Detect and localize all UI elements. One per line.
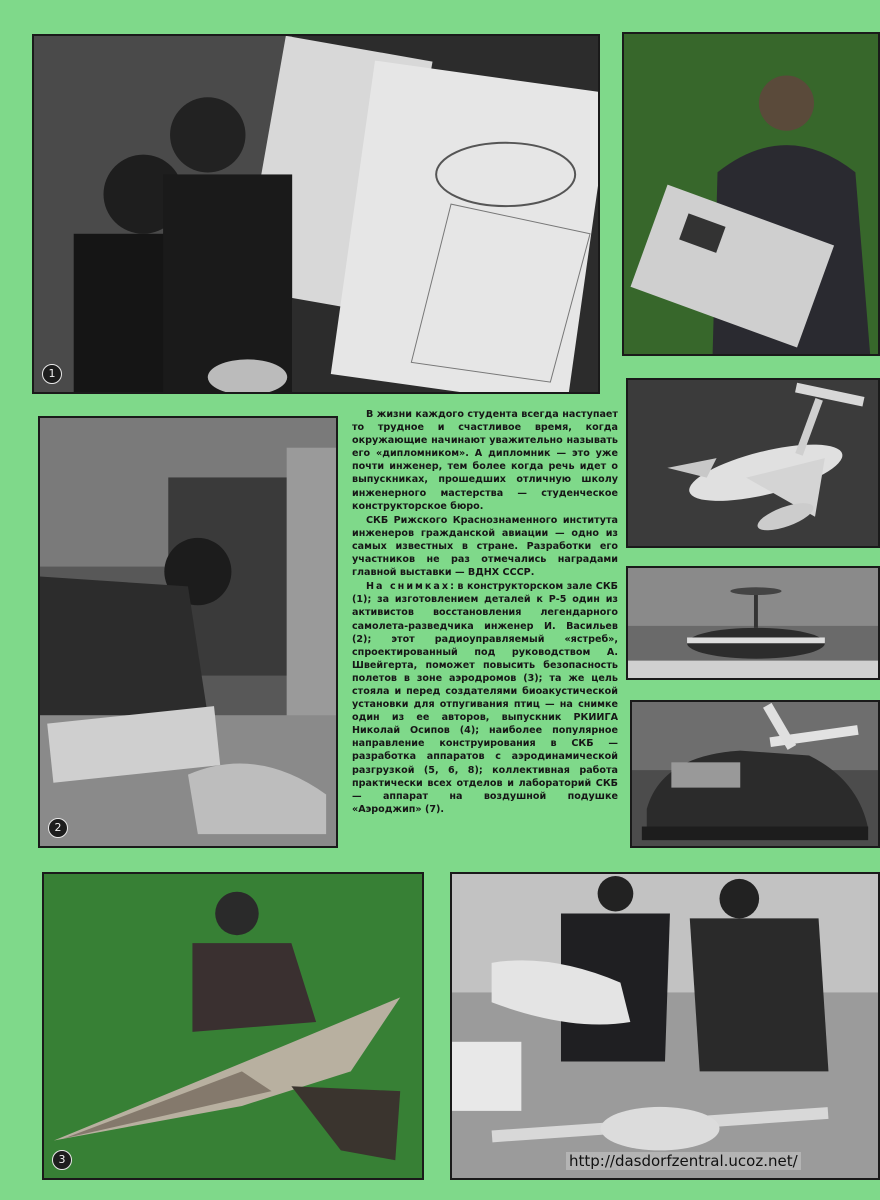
photo-workshop-image bbox=[40, 418, 336, 846]
captions-lead: На снимках bbox=[366, 581, 451, 593]
photo-team-model bbox=[450, 872, 880, 1180]
photo-number-badge: 3 bbox=[52, 1150, 72, 1170]
photo-hawk-model-image bbox=[44, 874, 422, 1178]
captions-text: : в конструкторском зале СКБ (1); за изготовлением деталей к Р-5 один из активистов восстановления легендарного самолета-разведчика инженер И. Васильев (2); этот радиоуправляемый «ястреб», спроектированный под руководством А. Швейгерта, поможет повысить безопасность полетов в зоне аэродромов (3); та же цель стояла и перед создателями биоакустической установки для отпугивания птиц — на снимке один из ее авторов, выпускник РКИИГА Николай Осипов (4); наиболее популярное направление конструирования в СКБ — разработка аппаратов с аэродинамической разгрузкой (5, 6, 8); коллективная работа практически всех отделов и лабораторий СКБ — аппарат на воздушной подушке «Аэроджип» (7). bbox=[352, 581, 618, 815]
article-paragraph-intro: В жизни каждого студента всегда наступает то трудное и счастливое время, когда окружающие начинают уважительно называть его «дипломником». А дипломник — это уже почти инженер, тем более когда речь идет о выпускниках, прошедших отличную школу инженерного мастерства — студенческое конструкторское бюро. bbox=[352, 409, 618, 512]
source-url: http://dasdorfzentral.ucoz.net/ bbox=[566, 1152, 801, 1170]
photo-model-ekranoplan-image bbox=[628, 380, 878, 546]
article-paragraph-skb: СКБ Рижского Краснознаменного института инженеров гражданской авиации — одно из самых известных в стране. Разработки его участников не раз отмечались наградами главной выставки — ВДНХ СССР. bbox=[352, 514, 618, 579]
photo-design-hall-image bbox=[34, 36, 598, 392]
photo-bioacoustic-device bbox=[622, 32, 880, 356]
article-paragraph-captions bbox=[352, 580, 618, 816]
photo-bioacoustic-device-image bbox=[624, 34, 878, 354]
photo-workshop bbox=[38, 416, 338, 848]
photo-number-badge: 1 bbox=[42, 364, 62, 384]
photo-model-propeller bbox=[626, 566, 880, 680]
photo-number-badge: 2 bbox=[48, 818, 68, 838]
photo-hovercraft-image bbox=[632, 702, 878, 846]
photo-model-ekranoplan bbox=[626, 378, 880, 548]
photo-team-model-image bbox=[452, 874, 878, 1178]
photo-design-hall bbox=[32, 34, 600, 394]
article-text bbox=[352, 408, 618, 817]
photo-hawk-model bbox=[42, 872, 424, 1180]
photo-hovercraft bbox=[630, 700, 880, 848]
photo-model-propeller-image bbox=[628, 568, 878, 678]
